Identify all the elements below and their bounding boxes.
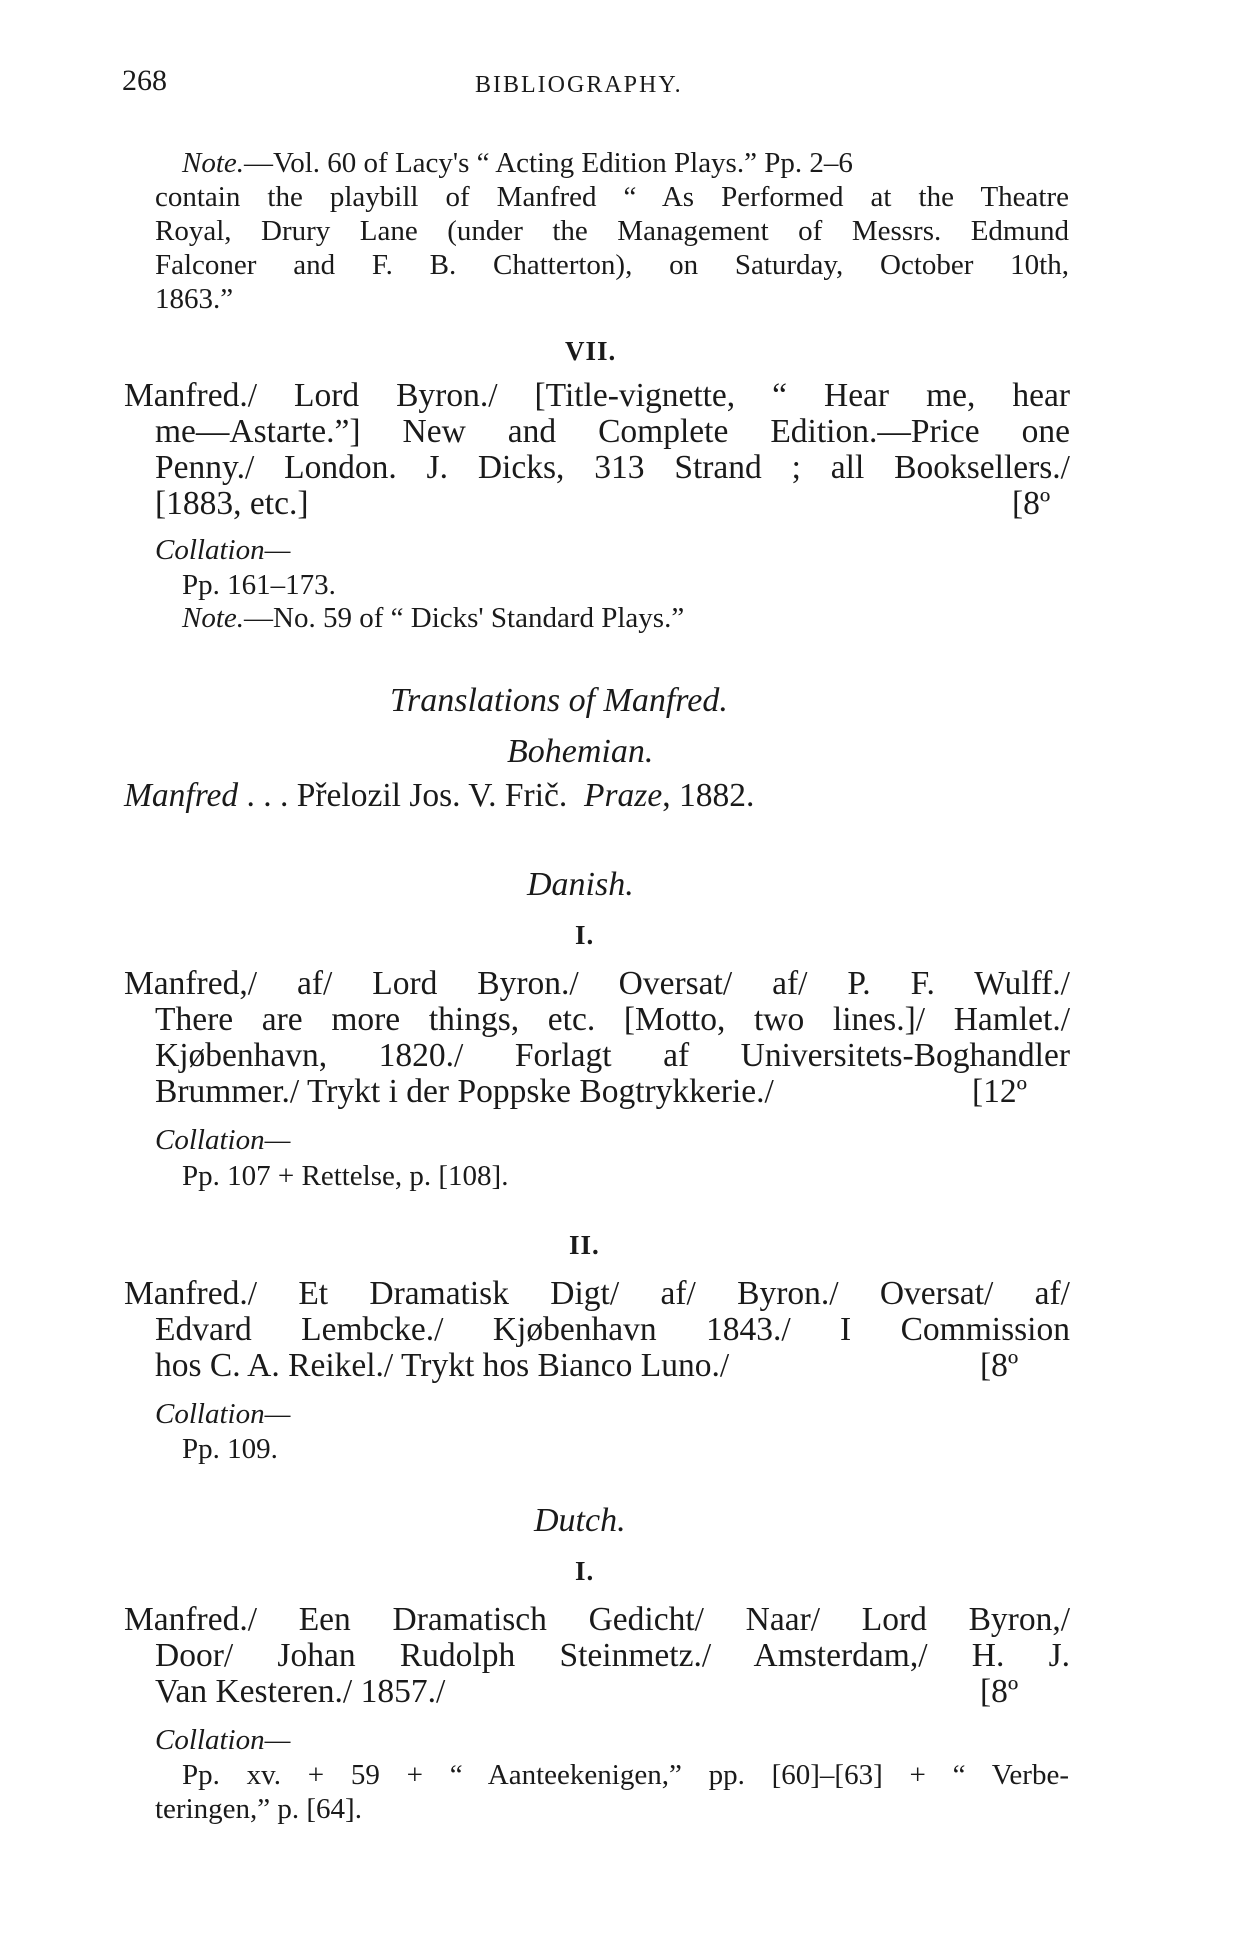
- note-lacy-line-3: Royal, Drury Lane (under the Management of Messrs. Edmund: [155, 215, 1069, 247]
- collation-label: Collation—: [155, 1398, 291, 1430]
- entry-line: Manfred./ Een Dramatisch Gedicht/ Naar/ Lord Byron,/: [124, 1601, 1070, 1638]
- section-numeral: I.: [575, 920, 595, 950]
- note-dicks: Note.—No. 59 of “ Dicks' Standard Plays.”: [182, 602, 685, 634]
- running-title: BIBLIOGRAPHY.: [475, 72, 683, 98]
- collation-line: teringen,” p. [64].: [155, 1793, 362, 1825]
- bohemian-entry: Manfred . . . Přelozil Jos. V. Frič. Praze, 1882.: [124, 777, 755, 814]
- collation-label: Collation—: [155, 1124, 291, 1156]
- note-lacy-line-1: Note.—Vol. 60 of Lacy's “ Acting Edition Plays.” Pp. 2–6: [182, 147, 853, 179]
- translations-heading: Translations of Manfred.: [390, 682, 728, 719]
- entry-line: Manfred,/ af/ Lord Byron./ Oversat/ af/ P. F. Wulff./: [124, 965, 1070, 1002]
- bohemian-heading: Bohemian.: [507, 733, 654, 770]
- entry-line: me—Astarte.”] New and Complete Edition.—Price one: [155, 413, 1070, 450]
- collation-pages: Pp. 107 + Rettelse, p. [108].: [182, 1160, 509, 1192]
- entry-line: Door/ Johan Rudolph Steinmetz./ Amsterdam,/ H. J.: [155, 1637, 1070, 1674]
- collation-pages: Pp. 161–173.: [182, 569, 336, 601]
- note-lacy-line-2: contain the playbill of Manfred “ As Performed at the Theatre: [155, 181, 1069, 213]
- collation-pages: Pp. 109.: [182, 1433, 278, 1465]
- page-number: 268: [122, 64, 167, 97]
- collation-label: Collation—: [155, 534, 291, 566]
- entry-line: Edvard Lembcke./ Kjøbenhavn 1843./ I Commission: [155, 1311, 1070, 1348]
- entry-line: Van Kesteren./ 1857./: [155, 1673, 446, 1710]
- section-numeral: VII.: [565, 336, 617, 366]
- entry-line: Manfred./ Lord Byron./ [Title-vignette, “ Hear me, hear: [124, 377, 1070, 414]
- entry-line: There are more things, etc. [Motto, two lines.]/ Hamlet./: [155, 1001, 1070, 1038]
- note-label: Note.: [182, 147, 245, 179]
- section-numeral: I.: [575, 1556, 595, 1586]
- dutch-heading: Dutch.: [534, 1502, 626, 1539]
- danish-heading: Danish.: [527, 866, 634, 903]
- note-lacy-line-5: 1863.”: [155, 283, 234, 315]
- note-lacy-line-4: Falconer and F. B. Chatterton), on Saturday, October 10th,: [155, 249, 1069, 281]
- format-size: [8º: [980, 1673, 1019, 1710]
- entry-line: Kjøbenhavn, 1820./ Forlagt af Universitets-Boghandler: [155, 1037, 1070, 1074]
- collation-label: Collation—: [155, 1724, 291, 1756]
- entry-line: Penny./ London. J. Dicks, 313 Strand ; all Booksellers./: [155, 449, 1070, 486]
- entry-line: hos C. A. Reikel./ Trykt hos Bianco Luno./: [155, 1347, 730, 1384]
- entry-line: [1883, etc.]: [155, 485, 309, 522]
- section-numeral: II.: [569, 1230, 600, 1260]
- collation-line: Pp. xv. + 59 + “ Aanteekenigen,” pp. [60]–[63] + “ Verbe-: [182, 1759, 1069, 1791]
- format-size: [8º: [980, 1347, 1019, 1384]
- entry-line: Brummer./ Trykt i der Poppske Bogtrykkerie./: [155, 1073, 774, 1110]
- format-size: [12º: [972, 1073, 1028, 1110]
- entry-line: Manfred./ Et Dramatisk Digt/ af/ Byron./ Oversat/ af/: [124, 1275, 1070, 1312]
- format-size: [8º: [1012, 485, 1051, 522]
